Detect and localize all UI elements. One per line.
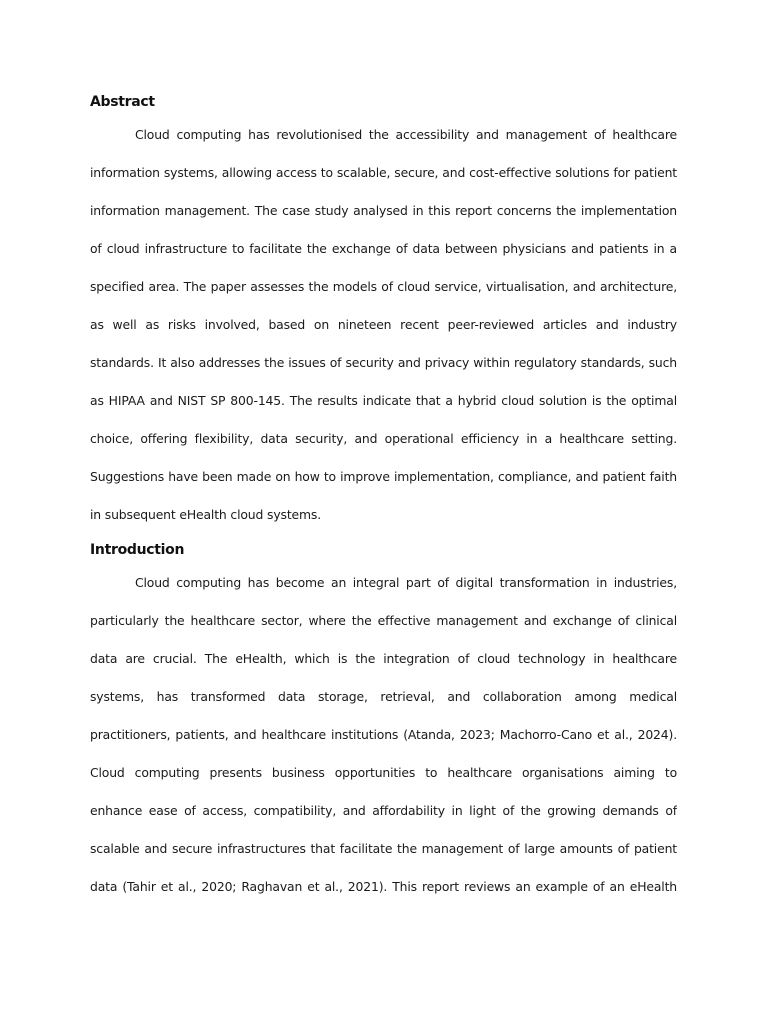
- introduction-line: systems, has transformed data storage, retrieval, and collaboration among medical: [90, 689, 677, 704]
- introduction-line: particularly the healthcare sector, where the effective management and exchange of clinical: [90, 613, 677, 628]
- abstract-line: as HIPAA and NIST SP 800-145. The results indicate that a hybrid cloud solution is the optimal: [90, 393, 677, 408]
- abstract-line: of cloud infrastructure to facilitate the exchange of data between physicians and patients in a: [90, 241, 677, 256]
- abstract-line: choice, offering flexibility, data security, and operational efficiency in a healthcare setting.: [90, 431, 677, 446]
- introduction-line: practitioners, patients, and healthcare institutions (Atanda, 2023; Machorro-Cano et al., 2024).: [90, 727, 677, 742]
- introduction-line: Cloud computing presents business opportunities to healthcare organisations aiming to: [90, 765, 677, 780]
- abstract-line: Cloud computing has revolutionised the accessibility and management of healthcare: [135, 127, 677, 142]
- abstract-heading: Abstract: [90, 94, 155, 110]
- abstract-line: standards. It also addresses the issues of security and privacy within regulatory standards, such: [90, 355, 677, 370]
- introduction-line: enhance ease of access, compatibility, and affordability in light of the growing demands of: [90, 803, 677, 818]
- introduction-line: data are crucial. The eHealth, which is the integration of cloud technology in healthcare: [90, 651, 677, 666]
- introduction-line: Cloud computing has become an integral part of digital transformation in industries,: [135, 575, 677, 590]
- introduction-heading: Introduction: [90, 542, 185, 558]
- document-body: [90, 88, 677, 906]
- abstract-paragraph: [90, 116, 677, 534]
- abstract-line: specified area. The paper assesses the models of cloud service, virtualisation, and architecture,: [90, 279, 677, 294]
- abstract-line: information management. The case study analysed in this report concerns the implementation: [90, 203, 677, 218]
- introduction-line: data (Tahir et al., 2020; Raghavan et al., 2021). This report reviews an example of an eHealth: [90, 879, 677, 894]
- abstract-line: Suggestions have been made on how to improve implementation, compliance, and patient faith: [90, 469, 677, 484]
- introduction-line: scalable and secure infrastructures that facilitate the management of large amounts of patient: [90, 841, 677, 856]
- abstract-line: in subsequent eHealth cloud systems.: [90, 507, 322, 522]
- abstract-line: as well as risks involved, based on nineteen recent peer-reviewed articles and industry: [90, 317, 677, 332]
- abstract-line: information systems, allowing access to scalable, secure, and cost-effective solutions for patient: [90, 165, 677, 180]
- introduction-paragraph: [90, 564, 677, 906]
